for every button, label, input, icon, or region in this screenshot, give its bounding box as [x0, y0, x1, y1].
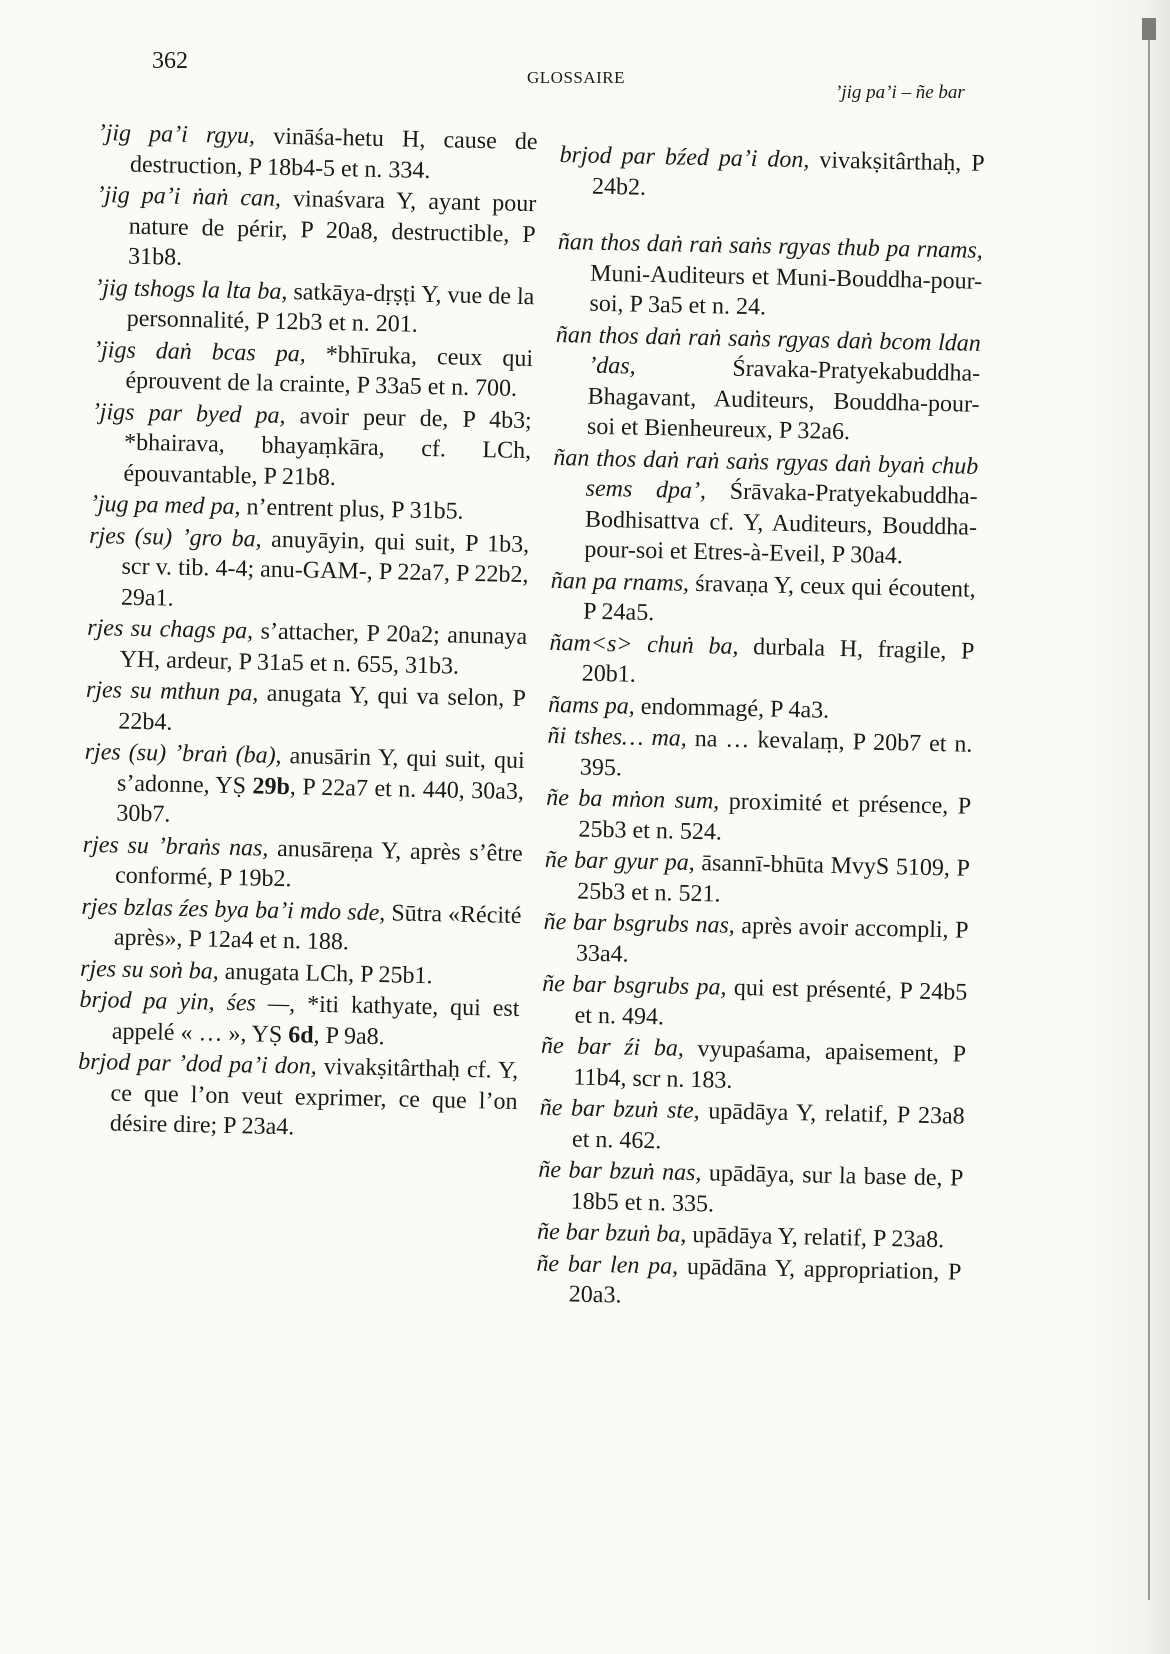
- entry-definition: anusārin Y, qui suit, qui s’adonne, YṢ: [116, 742, 525, 799]
- glossary-entry: [540, 1031, 966, 1101]
- glossary-entry: [536, 1248, 962, 1318]
- entry-definition-continued: , P 9a8.: [313, 1022, 385, 1050]
- glossary-entry: [77, 1047, 519, 1148]
- entry-term: brjod par bźed pa’i don,: [559, 141, 810, 174]
- entry-term: ñe bar gyur pa,: [544, 846, 696, 876]
- glossary-entry: [81, 891, 522, 961]
- glossary-entry: [551, 442, 978, 573]
- glossary-entry: [83, 737, 525, 838]
- entry-definition: Śravaka-Pratyekabuddha-Bhagavant, Auditeurs, Bouddha-pour-soi et Bienheureux, P 32a6.: [586, 353, 981, 446]
- glossary-entry: [93, 272, 534, 342]
- glossary-entry: [556, 227, 983, 327]
- left-column: [77, 118, 538, 1148]
- glossary-entry: [537, 1155, 963, 1225]
- entry-definition: upādāya Y, relatif, P 23a8 et n. 462.: [571, 1098, 965, 1154]
- entry-term: rjes su chags pa,: [87, 614, 254, 645]
- entry-term: rjes su ’braṅs nas,: [82, 831, 269, 862]
- glossary-entry: [550, 565, 976, 635]
- entry-term: ’jig pa’i rgyu,: [97, 119, 256, 150]
- entry-term: ñam<s> chuṅ ba,: [549, 629, 739, 660]
- entry-definition: s’attacher, P 20a2; anunaya YH, ardeur, P 31a5 et n. 655, 31b3.: [119, 618, 528, 680]
- entry-term: ñan thos daṅ raṅ saṅs rgyas daṅ byaṅ chub sems dpa’,: [553, 444, 979, 505]
- glossary-entry: [559, 140, 985, 210]
- right-column: [535, 140, 984, 1319]
- glossary-entry: [79, 985, 520, 1055]
- entry-definition: vinaśvara Y, ayant pour nature de périr, P 20a8, destructible, P 31b8.: [127, 185, 537, 271]
- entry-definition: Śrāvaka-Pratyekabuddha-Bodhisattva cf. Y, Auditeurs, Bouddha-pour-soi et Etres-à-Eveil, P 30a4.: [584, 478, 978, 570]
- entry-term: ñe ba mṅon sum,: [545, 784, 720, 815]
- entry-definition: n’entrent plus, P 31b5.: [240, 494, 464, 525]
- entry-definition: vivakṣitârthaḥ, P 24b2.: [591, 147, 985, 201]
- glossary-entry: [90, 396, 532, 497]
- entry-term: ñi tshes… ma,: [547, 722, 688, 752]
- entry-term: ’jigs par byed pa,: [91, 398, 286, 429]
- entry-term: ñe bar bsgrubs nas,: [543, 908, 736, 939]
- entry-definition: *iti kathyate, qui est appelé « … », YṢ: [111, 991, 520, 1048]
- entry-term: rjes su soṅ ba,: [79, 955, 220, 985]
- entry-definition: Muni-Auditeurs et Muni-Bouddha-pour-soi, P 3a5 et n. 24.: [589, 260, 983, 321]
- glossary-entry: [95, 180, 537, 281]
- glossary-entry: [82, 829, 523, 899]
- entry-definition: upādāna Y, appropriation, P 20a3.: [568, 1253, 962, 1309]
- entry-term: ’jig tshogs la lta ba,: [94, 274, 288, 305]
- binding-edge-mark: [1142, 18, 1156, 40]
- glossary-entry: [549, 627, 975, 697]
- entry-term: rjes (su) ’braṅ (ba),: [84, 738, 282, 769]
- glossary-entry: [547, 721, 973, 791]
- glossary-entry: [539, 1093, 965, 1163]
- entry-bold-reference: 6d: [287, 1021, 314, 1049]
- entry-definition: endommagé, P 4a3.: [634, 693, 830, 724]
- entry-definition: anugata LCh, P 25b1.: [218, 958, 433, 989]
- entry-term: rjes su mthun pa,: [85, 676, 259, 707]
- entry-definition: anusāreṇa Y, après s’être conformé, P 19b2.: [114, 835, 523, 893]
- entry-definition: qui est présenté, P 24b5 et n. 494.: [574, 974, 968, 1030]
- glossary-entry: [541, 969, 967, 1039]
- entry-term: ’jug pa med pa,: [89, 490, 241, 521]
- glossary-entry: [545, 783, 971, 853]
- glossary-entry: [554, 319, 981, 450]
- entry-term: ñe bar bzuṅ ba,: [536, 1218, 687, 1248]
- glossary-entry: [85, 675, 526, 745]
- entry-definition: vyupaśama, apaisement, P 11b4, scr n. 183.: [573, 1035, 967, 1094]
- entry-definition: avoir peur de, P 4b3; *bhairava, bhayaṃkāra, cf. LCh, épouvantable, P 21b8.: [123, 402, 533, 491]
- entry-definition: śravaṇa Y, ceux qui écoutent, P 24a5.: [582, 570, 976, 627]
- glossary-entry: [88, 520, 530, 621]
- entry-definition: *bhīruka, ceux qui éprouvent de la crainte, P 33a5 et n. 700.: [125, 340, 534, 402]
- entry-definition: anuyāyin, qui suit, P 1b3, scr v. tib. 4-4; anu-GAM-, P 22a7, P 22b2, 29a1.: [120, 526, 530, 612]
- entry-definition: āsannī-bhūta MvyS 5109, P 25b3 et n. 521.: [577, 849, 971, 908]
- entry-definition: vivakṣitârthaḥ cf. Y, ce que l’on veut exprimer, ce que l’on désire dire; P 23a4.: [109, 1053, 519, 1141]
- entry-term: ñan pa rnams,: [550, 567, 690, 597]
- entry-term: rjes bzlas źes bya ba’i mdo sde,: [81, 893, 386, 926]
- entry-term: brjod par ’dod pa’i don,: [77, 1048, 318, 1080]
- entry-definition: anugata Y, qui va selon, P 22b4.: [118, 680, 527, 736]
- entry-term: ñe bar źi ba,: [540, 1032, 685, 1062]
- entry-term: ñan thos daṅ raṅ saṅs rgyas thub pa rnams,: [557, 228, 984, 264]
- entry-bold-reference: 29b: [252, 772, 291, 800]
- entry-definition: na … kevalaṃ, P 20b7 et n. 395.: [579, 725, 973, 781]
- binding-edge-line: [1148, 40, 1150, 1600]
- glossary-entry: [92, 334, 533, 404]
- entry-term: ñan thos daṅ raṅ saṅs rgyas daṅ bcom ldan ’das,: [555, 321, 982, 380]
- glossary-entry: [97, 118, 538, 188]
- entry-definition: upādāya, sur la base de, P 18b5 et n. 335.: [570, 1160, 964, 1217]
- entry-definition: Sūtra «Récité après», P 12a4 et n. 188.: [113, 899, 522, 956]
- glossary-entry: [86, 613, 527, 683]
- entry-term: ’jigs daṅ bcas pa,: [92, 336, 307, 367]
- entry-definition: vināśa-hetu H, cause de destruction, P 18b4-5 et n. 334.: [129, 123, 538, 184]
- entry-definition: satkāya-dṛṣṭi Y, vue de la personnalité, P 12b3 et n. 201.: [126, 278, 535, 338]
- glossary-entry: [544, 845, 970, 915]
- running-title: GLOSSAIRE: [527, 68, 626, 87]
- entry-term: ñe bar bzuṅ ste,: [539, 1094, 700, 1125]
- entry-term: brjod pa yin, śes —,: [79, 986, 296, 1018]
- entry-definition: après avoir accompli, P 33a4.: [575, 912, 969, 968]
- entry-term: ñe bar bsgrubs pa,: [542, 970, 727, 1001]
- entry-definition: upādāya Y, relatif, P 23a8.: [686, 1221, 945, 1254]
- running-range: ’jig pa’i – ñe bar: [835, 82, 965, 103]
- glossary-entry: [543, 907, 969, 977]
- entry-term: ñams pa,: [547, 691, 636, 720]
- page-number: 362: [152, 48, 188, 74]
- entry-definition: durbala H, fragile, P 20b1.: [581, 633, 975, 688]
- entry-definition: proximité et présence, P 25b3 et n. 524.: [578, 788, 972, 846]
- entry-definition-continued: , P 22a7 et n. 440, 30a3, 30b7.: [116, 773, 525, 828]
- entry-term: rjes (su) ’gro ba,: [88, 522, 262, 553]
- page-edge-shadow: [1080, 0, 1170, 1654]
- entry-term: ñe bar len pa,: [536, 1250, 679, 1280]
- entry-term: ’jig pa’i ṅaṅ can,: [96, 181, 282, 212]
- entry-term: ñe bar bzuṅ nas,: [538, 1156, 702, 1187]
